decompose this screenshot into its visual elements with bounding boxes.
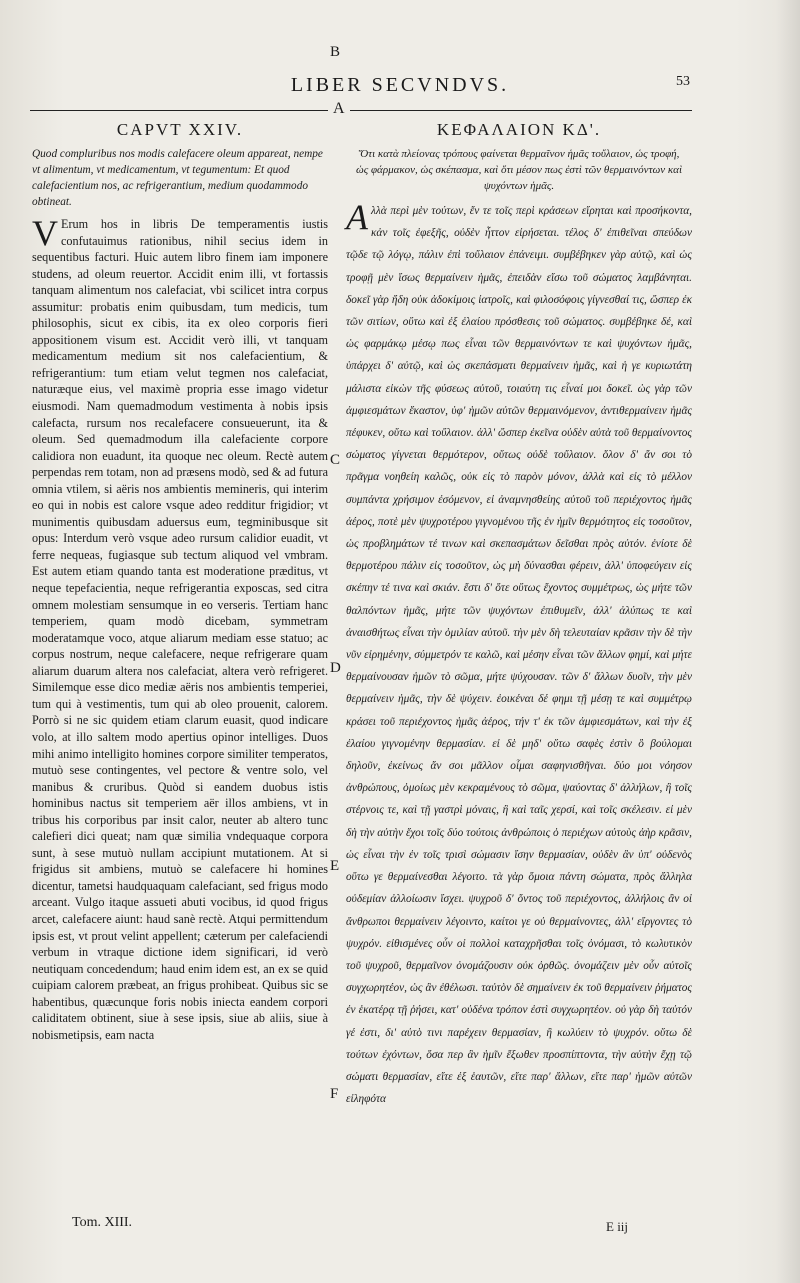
greek-column [346, 116, 692, 1110]
margin-letter-f: F [330, 1086, 339, 1102]
volume-label: Tom. XIII. [72, 1215, 133, 1230]
header-rule-right [350, 110, 692, 111]
greek-drop-cap: Α [346, 197, 368, 237]
greek-chapter-summary: Ὅτι κατὰ πλείονας τρόπους φαίνεται θερμαῖνον ἡμᾶς τοὔλαιον, ὡς τροφή, ὡς φάρμακον, ὡς σκέπασμα, καὶ ὅτι μέσον πως ἐστὶ τῶν θερμαινόντων καὶ ψυχόντων ἡμᾶς. [355, 148, 683, 192]
section-marker: A [333, 100, 345, 117]
latin-column [32, 116, 328, 1043]
signature-mark: E iij [606, 1219, 629, 1234]
latin-body-text [32, 213, 328, 1043]
margin-letter-d: D [330, 660, 341, 676]
page-number: 53 [676, 74, 690, 89]
header-rule-left [30, 110, 328, 111]
latin-body: Erum hos in libris De temperamentis iustis confutauimus rationibus, nihil secius idem in sequentibus facturi. Huic autem libro finem iam imponere studens, ad oleum reuertor. Accidit enim illi, vt fortassis tanquam alimentum nos calefaciat, vbi scilicet intra corpus assumitur: probatis enim quibusdam, tum medicis, tum philosophis, sicut ex cibis, ita ex oleo corporis fieri appositionem visum est. Accidit verò illi, vt tanquam medicamentum medium sit nos calefacientium, & refrigerantium: tum etiam velut tegmen nos calefaciat, naturæque eius, vel maximè propria esse imago videtur eiusmodi. Nam quemadmodum vestimenta à nobis ipsis calefacta, rursum nos recalefacere consueuerunt, ita & oleum. Sed quemadmodum illa calefaciente corpore calidiora non euadunt, ita quoque nec oleum. Rectè autem perpendas rem totam, non ad præsens modò, sed & ad futura omnia vtilem, si aëris nos ambientis memineris, qui interim eo qui in nobis est calore vsque adeo redditur frigidior; vt munimentis quibusdam aduersus eum, tegminibusque sit opus: Interdum verò vsque adeo rursum calidior euadit, vt ferre nequeas, fugiasque sub tectum aliquod vel vmbram. Est autem etiam quando tanta est moderatione præditus, vt neque tepefacientia, neque refrigerantia exposcas, sed citra omnem molestiam sensumque in eo verseris. Tertiam hanc temperiem, quam modò dicebam, symmetram moderatamque voco, atque aliarum mediam esse statuo; ac corpus nostrum, neque calefacere, neque refrigerare quam aliarum duarum altera nos calefaciat, altera verò refrigeret. Similemque esse dico mediæ aëris nos ambientis temperiei, tum qui à vestimentis, tum qui ab oleo prouenit, calorem. Porrò si ne sic quidem etiam clarum euasit, quod indicare volo, at illo saltem modo apertius opinor intelliges. Duos mihi animo intelligito homines corpore similiter temperatos, mutuò sese contingentes, vel pectore & ventre solo, vel manibus & cruribus. Quòd si eandem duobus istis hominibus nactus sit temperiem aër illos ambiens, vt in tribus his corporibus par insit calor, neuter ab altero tunc calefieri dici queat; nam quæ similia vndequaque corpora sunt, à sese mutuò nullam accipiunt mutationem. At si frigidus sit ambiens, mutuò se calefacere hi homines dicentur, tametsi haudquaquam calefaciant, sed frigus modo arceant. Vulgo itaque assueti abuti vocibus, id quod frigus arcet, calefacere aiunt: haud sanè rectè. Atqui permittendum ipsis est, vt prout velint appellent; cæterum per calefaciendi verbum in vtraque dictione idem significari, id verò neutiquam concedendum; haud enim idem est, an ex se quid cuipiam calorem præbeat, an frigus prohibeat. Quibus sic se habentibus, quæcunque foris nobis iniecta eandem corpori caliditatem obtinent, siue à sese ipsis, siue ab aliis, siue à nobismetipsis, eam nacta [32, 217, 328, 1042]
greek-chapter-title: ΚΕΦΑΛΑΙΟΝ ΚΔ'. [436, 120, 602, 139]
margin-letter-c: C [330, 452, 341, 468]
margin-letter-e: E [330, 858, 340, 874]
greek-body-text [346, 197, 692, 1110]
latin-drop-cap: V [32, 213, 58, 253]
margin-letter-b: B [330, 44, 341, 60]
greek-body: λλὰ περὶ μὲν τούτων, ἔν τε τοῖς περὶ κράσεων εἴρηται καὶ προσήκοντα, κἀν τοῖς ἐφεξῆς, οὐδὲν ἧττον εἰρήσεται. τέλος δ' ἐπιθεῖναι σπεύδων τῷδε τῷ λόγῳ, πάλιν ἐπὶ τοὔλαιον ἐπάνειμι. συμβέβηκεν γὰρ αὐτῷ, καὶ ὡς τροφῇ μὲν ἴσως θερμαίνειν ἡμᾶς, ἐπειδὰν εἴσω τοῦ σώματος λαμβάνηται. δοκεῖ γὰρ ἤδη οὐκ ἀδοκίμοις ἰατροῖς, καὶ φιλοσόφοις γίγνεσθαί τις, ὥσπερ ἐκ τῶν σιτίων, οὕτω καὶ ἐξ ἐλαίου πρόσθεσις τοῦ σώματος. συμβέβηκε δέ, καὶ ὡς φαρμάκῳ μέσῳ πως εἶναι τῶν θερμαινόντων τε καὶ ψυχόντων ἡμᾶς, ὑπάρχει δ' αὐτῷ, καὶ ὡς σκεπάσματι θερμαίνειν ἡμᾶς, καὶ ἡ γε κυριωτάτη μάλιστα εἰκὼν τῆς φύσεως αὐτοῦ, τοιαύτη τις εἶναί μοι δοκεῖ. ὡς γὰρ τῶν ἀμφιεσμάτων ἕκαστον, ὑφ' ἡμῶν αὐτῶν θερμαινόμενον, ἀντιθερμαίνειν ἡμᾶς πέφυκεν, οὕτω καὶ τοὔλαιον. ἀλλ' ὥσπερ ἐκεῖνα οὐδὲν αὐτὰ τοῦ θερμαίνοντος σώματος γίγνεται θερμότερον, οὕτως οὐδὲ τοὔλαιον. ὅλον δ' ἄν σοι τὸ πρᾶγμα νοηθείη καλῶς, οὐκ εἰς τὸ παρὸν μόνον, ἀλλὰ καὶ εἰς τὸ μέλλον συμπάντα χρήσιμον ἐσόμενον, εἰ ἀναμνησθείης αὐτοῦ τοῦ περιέχοντος ἡμᾶς ἀέρος, ποτὲ μὲν ψυχροτέρου γιγνομένου τῆς ἐν ἡμῖν θερμότητος εἰς τοσοῦτον, ὡς προβλημάτων τέ τινων καὶ σκεπασμάτων δεῖσθαι πρὸς αὐτόν. ἐνίοτε δὲ θερμοτέρου πάλιν εἰς τοσοῦτον, ὡς μὴ δύνασθαι φέρειν, ἀλλ' ὑποφεύγειν εἰς σκέπην τέ τινα καὶ σκιάν. ἔστι δ' ὅτε οὕτως ἔχοντος συμμέτρως, ὡς μήτε τῶν θαλπόντων ἡμᾶς, μήτε τῶν ψυχόντων ἐπιθυμεῖν, ἀλλ' ἀλύπως τε καὶ ἀναισθήτως εἶναι τὴν ὁμιλίαν αὐτοῦ. τὴν μὲν δὴ τελευταίαν κρᾶσιν τὴν δὲ τὴν νῦν εἰρημένην, σύμμετρόν τε καλῶ, καὶ μέσην εἶναι τῶν ἄλλων φημί, καὶ μήτε θερμαίνουσαν ἡμῶν τὸ σῶμα, μήτε ψύχουσαν. τῶν δ' ἄλλων δυοῖν, τὴν μὲν θερμαίνειν ἡμᾶς, τὴν δὲ ψύχειν. ἐοικέναι δέ φημι τῇ μέσῃ τε καὶ συμμέτρῳ κράσει τοῦ περιέχοντος ἡμᾶς ἀέρος, τήν τ' ἐκ τῶν ἀμφιεσμάτων, καὶ τὴν ἐξ ἐλαίου γιγνομένην θερμασίαν. εἰ δὲ μηδ' οὕτω σαφὲς ἐστὶν ὃ βούλομαι δηλοῦν, ἐκείνως ἄν σοι μᾶλλον οἶμαι σαφηνισθῆναι. δύο μοι νόησον ἀνθρώπους, ὁμοίως μὲν κεκραμένους τὸ σῶμα, ψαύοντας δ' ἀλλήλων, ἢ τοῖς στέρνοις τε, καὶ τῇ γαστρὶ μόναις, ἢ καὶ ταῖς χερσί, καὶ τοῖς σκέλεσιν. εἰ μὲν δὴ τὴν αὐτὴν ἔχοι τοῖς δύο τούτοις ἀνθρώποις ὁ περιέχων αὐτοὺς ἀὴρ κρᾶσιν, ὡς εἶναι τὴν ἐν τοῖς τρισὶ σώμασιν ἴσην θερμασίαν, οὐδὲν ἂν ὑπ' οὐδενὸς οὕτω γε θερμαίνεσθαι λέγοιτο. τὰ γὰρ ὅμοια πάντη σώματα, πρὸς ἄλληλα οὐδεμίαν ἀλλοίωσιν ἴσχει. ψυχροῦ δ' ὄντος τοῦ περιέχοντος, ἀλλήλοις ἂν οἱ ἄνθρωποι θερμαίνειν λέγοιντο, καίτοι γε οὐ θερμαίνοντες, ἀλλ' εἴργοντες τὸ ψυχρόν. εἰθισμένες οὖν οἱ πολλοὶ καταχρῆσθαι τοῖς ὀνόμασι, τὸ κωλυτικὸν τοῦ ψυχροῦ, θερμαῖνον ὀνομάζουσιν οὐκ ὀρθῶς. ὀνομάζειν μὲν οὖν αὐτοῖς συγχωρητέον, ὡς ἂν ἐθέλωσι. ταὐτὸν δὲ σημαίνειν ἐκ τοῦ θερμαίνειν ῥήματος ἐν ἑκατέρᾳ τῇ ῥήσει, κατ' οὐδένα τρόπον ἐστὶ συγχωρητέον. οὐ γὰρ δὴ ταὐτόν γέ ἐστι, δι' αὐτὸ τινι παρέχειν θερμασίαν, ἢ κωλύειν τὸ ψυχρόν. οὕτω δὲ τούτων ἐχόντων, ὅσα περ ἂν ἡμῖν ἔξωθεν προσπίπτοντα, τὴν αὐτὴν ἔχῃ τῷ σώματι θερμασίαν, εἴτε ἐξ ἑαυτῶν, εἴτε παρ' ἄλλων, εἴτε παρ' ἡμῶν αὐτῶν εἰληφότα [346, 205, 692, 1106]
latin-chapter-summary: Quod compluribus nos modis calefacere oleum appareat, nempe vt alimentum, vt medicamentum, vt tegumentum: Et quod calefacientium nos, ac refrigerantium, medium quodammodo obtineat. [32, 148, 323, 208]
page-fold-shadow [776, 0, 800, 1283]
running-title: LIBER SECVNDVS. [290, 74, 510, 96]
latin-chapter-title: CAPVT XXIV. [116, 120, 244, 139]
